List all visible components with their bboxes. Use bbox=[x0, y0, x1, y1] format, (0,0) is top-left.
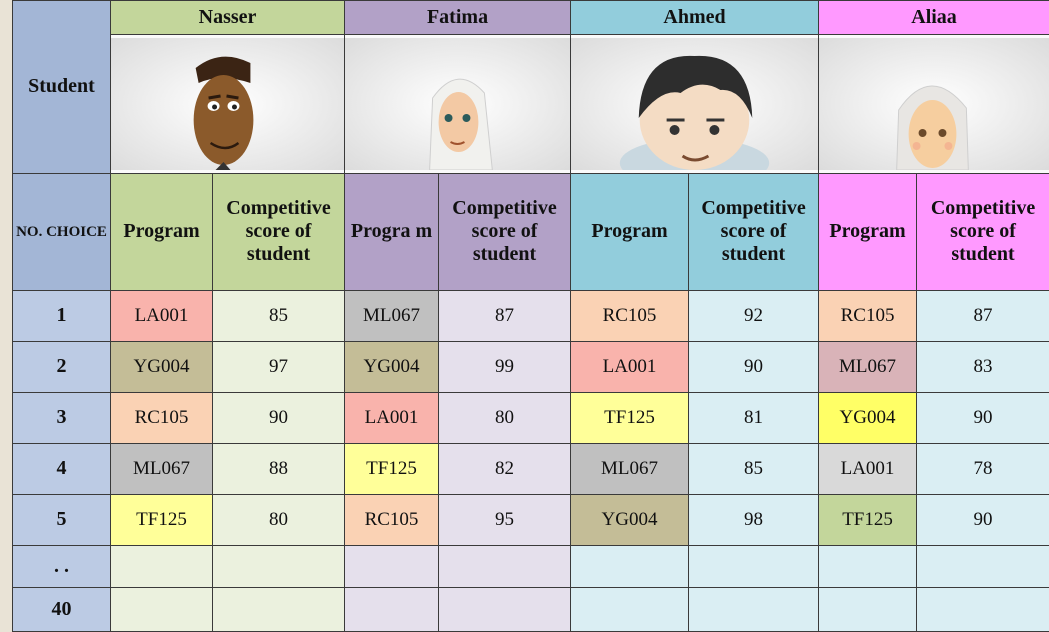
choice-row bbox=[13, 392, 1049, 443]
empty-cell bbox=[571, 545, 689, 588]
fatima-score-cell: 95 bbox=[439, 494, 571, 545]
last-row-label: 40 bbox=[13, 588, 111, 632]
choice-number: 3 bbox=[13, 392, 111, 443]
ahmed-score-cell: 81 bbox=[689, 392, 819, 443]
empty-cell bbox=[111, 545, 213, 588]
choice-number: 4 bbox=[13, 443, 111, 494]
student-name-nasser: Nasser bbox=[111, 1, 345, 35]
nasser-program-cell: ML067 bbox=[111, 443, 213, 494]
aliaa-program-cell: LA001 bbox=[819, 443, 917, 494]
choice-number: 2 bbox=[13, 341, 111, 392]
ahmed-score-cell: 98 bbox=[689, 494, 819, 545]
ahmed-score-header: Competitive score of student bbox=[689, 173, 819, 290]
aliaa-program-cell: ML067 bbox=[819, 341, 917, 392]
student-name-aliaa: Aliaa bbox=[819, 1, 1049, 35]
choice-row bbox=[13, 341, 1049, 392]
fatima-program-cell: ML067 bbox=[345, 291, 439, 342]
empty-cell bbox=[345, 588, 439, 632]
nasser-program-cell: LA001 bbox=[111, 291, 213, 342]
choice-number: 1 bbox=[13, 291, 111, 342]
fatima-program-cell: RC105 bbox=[345, 494, 439, 545]
gap-row-label: . . bbox=[13, 545, 111, 588]
nasser-program-cell: RC105 bbox=[111, 392, 213, 443]
empty-cell bbox=[111, 588, 213, 632]
fatima-program-cell: LA001 bbox=[345, 392, 439, 443]
ahmed-score-cell: 90 bbox=[689, 341, 819, 392]
aliaa-score-cell: 78 bbox=[917, 443, 1049, 494]
empty-cell bbox=[439, 545, 571, 588]
fatima-program-cell: YG004 bbox=[345, 341, 439, 392]
avatar-aliaa bbox=[819, 35, 1049, 173]
empty-cell bbox=[917, 588, 1049, 632]
student-name-ahmed: Ahmed bbox=[571, 1, 819, 35]
nasser-score-header: Competitive score of student bbox=[213, 173, 345, 290]
nasser-score-cell: 90 bbox=[213, 392, 345, 443]
program-choice-table bbox=[12, 0, 1049, 632]
empty-cell bbox=[689, 545, 819, 588]
fatima-program-header: Progra m bbox=[345, 173, 439, 290]
empty-cell bbox=[571, 588, 689, 632]
aliaa-program-cell: YG004 bbox=[819, 392, 917, 443]
aliaa-score-cell: 90 bbox=[917, 392, 1049, 443]
nasser-program-cell: TF125 bbox=[111, 494, 213, 545]
ahmed-score-cell: 92 bbox=[689, 291, 819, 342]
fatima-score-cell: 82 bbox=[439, 443, 571, 494]
choice-row bbox=[13, 291, 1049, 342]
nasser-score-cell: 80 bbox=[213, 494, 345, 545]
choice-number: 5 bbox=[13, 494, 111, 545]
ahmed-score-cell: 85 bbox=[689, 443, 819, 494]
choice-rows bbox=[13, 291, 1049, 546]
avatar-fatima bbox=[345, 35, 571, 173]
program-choice-table-frame bbox=[12, 0, 1049, 632]
ahmed-program-cell: ML067 bbox=[571, 443, 689, 494]
aliaa-program-header: Program bbox=[819, 173, 917, 290]
empty-cell bbox=[819, 588, 917, 632]
aliaa-program-cell: RC105 bbox=[819, 291, 917, 342]
aliaa-score-header: Competitive score of student bbox=[917, 173, 1049, 290]
nasser-score-cell: 97 bbox=[213, 341, 345, 392]
student-name-fatima: Fatima bbox=[345, 1, 571, 35]
empty-cell bbox=[213, 545, 345, 588]
fatima-program-cell: TF125 bbox=[345, 443, 439, 494]
avatar-nasser bbox=[111, 35, 345, 173]
nasser-score-cell: 88 bbox=[213, 443, 345, 494]
aliaa-program-cell: TF125 bbox=[819, 494, 917, 545]
ahmed-program-cell: LA001 bbox=[571, 341, 689, 392]
ahmed-program-cell: TF125 bbox=[571, 392, 689, 443]
fatima-score-cell: 87 bbox=[439, 291, 571, 342]
empty-cell bbox=[689, 588, 819, 632]
choice-row bbox=[13, 443, 1049, 494]
nasser-score-cell: 85 bbox=[213, 291, 345, 342]
avatar-ahmed bbox=[571, 35, 819, 173]
student-header: Student bbox=[13, 1, 111, 174]
ahmed-program-cell: YG004 bbox=[571, 494, 689, 545]
ahmed-program-cell: RC105 bbox=[571, 291, 689, 342]
empty-cell bbox=[213, 588, 345, 632]
aliaa-score-cell: 87 bbox=[917, 291, 1049, 342]
empty-cell bbox=[345, 545, 439, 588]
fatima-score-cell: 99 bbox=[439, 341, 571, 392]
empty-cell bbox=[917, 545, 1049, 588]
nasser-program-header: Program bbox=[111, 173, 213, 290]
empty-cell bbox=[439, 588, 571, 632]
aliaa-score-cell: 90 bbox=[917, 494, 1049, 545]
nasser-program-cell: YG004 bbox=[111, 341, 213, 392]
choice-row bbox=[13, 494, 1049, 545]
empty-cell bbox=[819, 545, 917, 588]
ahmed-program-header: Program bbox=[571, 173, 689, 290]
aliaa-score-cell: 83 bbox=[917, 341, 1049, 392]
fatima-score-header: Competitive score of student bbox=[439, 173, 571, 290]
no-choice-header: NO. CHOICE bbox=[13, 173, 111, 290]
fatima-score-cell: 80 bbox=[439, 392, 571, 443]
